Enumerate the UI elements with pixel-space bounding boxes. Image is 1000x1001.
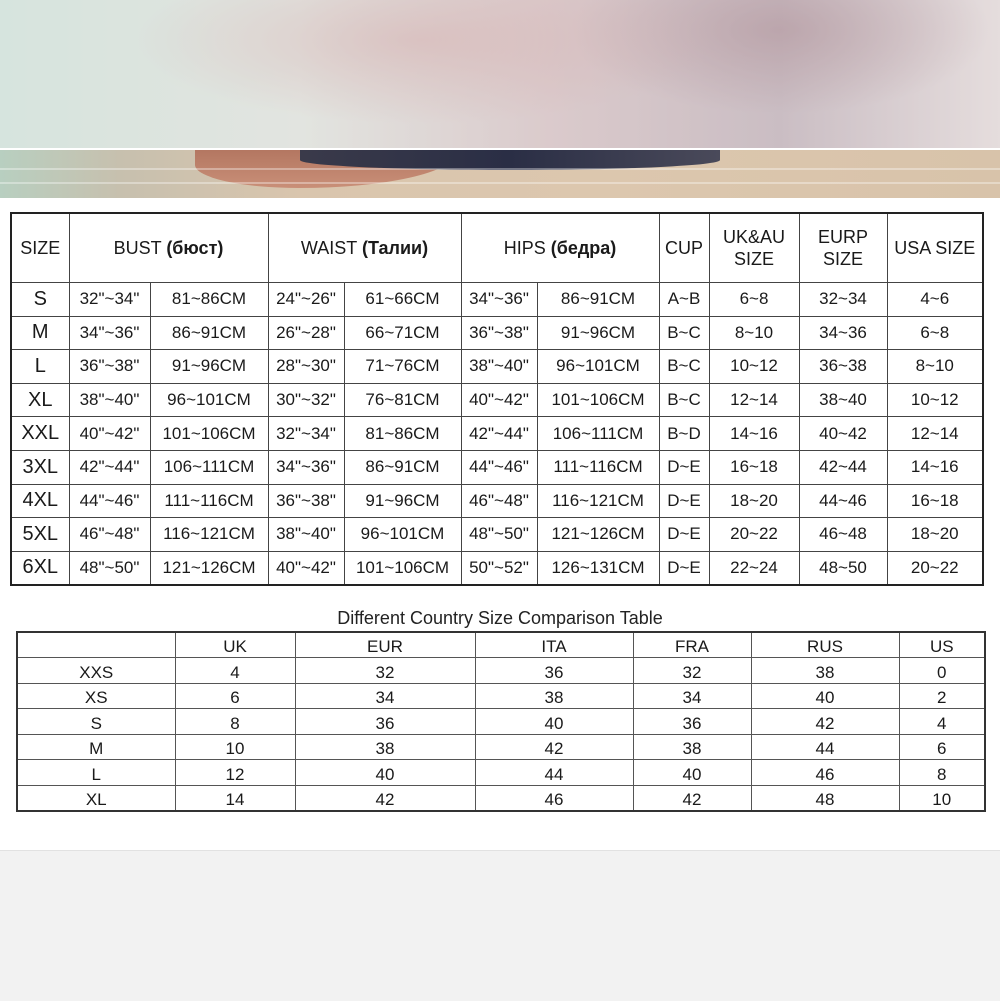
cell-cup: B~C: [659, 316, 709, 350]
cell-waist-in: 36"~38": [268, 484, 344, 518]
comparison-cell: S: [17, 709, 175, 735]
cell-eurp: 38~40: [799, 383, 887, 417]
cell-usa: 10~12: [887, 383, 983, 417]
comparison-cell: 4: [175, 658, 295, 684]
comparison-cell: 32: [633, 658, 751, 684]
cell-hips-cm: 96~101CM: [537, 350, 659, 384]
comparison-cell: 42: [295, 785, 475, 811]
cell-size: L: [11, 350, 69, 384]
comparison-cell: 8: [175, 709, 295, 735]
product-photo-top: [0, 0, 1000, 148]
cell-size: XXL: [11, 417, 69, 451]
cell-waist-cm: 86~91CM: [344, 450, 461, 484]
comparison-cell: 0: [899, 658, 985, 684]
cell-cup: D~E: [659, 551, 709, 585]
cell-ukau: 6~8: [709, 283, 799, 317]
cell-cup: B~C: [659, 350, 709, 384]
cell-bust-cm: 116~121CM: [150, 518, 268, 552]
header-cup: CUP: [659, 213, 709, 283]
cell-bust-cm: 121~126CM: [150, 551, 268, 585]
comparison-cell: 42: [475, 734, 633, 760]
header-size: SIZE: [11, 213, 69, 283]
comparison-cell: 6: [899, 734, 985, 760]
cell-hips-in: 38"~40": [461, 350, 537, 384]
size-row-5xl: [11, 518, 983, 552]
comparison-row-s: [17, 709, 985, 735]
cell-hips-cm: 86~91CM: [537, 283, 659, 317]
cell-bust-in: 32"~34": [69, 283, 150, 317]
cell-bust-cm: 111~116CM: [150, 484, 268, 518]
cell-eurp: 34~36: [799, 316, 887, 350]
cell-bust-in: 40"~42": [69, 417, 150, 451]
comparison-cell: 32: [295, 658, 475, 684]
cell-eurp: 46~48: [799, 518, 887, 552]
cell-size: 6XL: [11, 551, 69, 585]
cell-usa: 6~8: [887, 316, 983, 350]
header-hips: HIPS (бедра): [461, 213, 659, 283]
comparison-cell: 36: [295, 709, 475, 735]
size-row-xl: [11, 383, 983, 417]
comparison-row-xs: [17, 683, 985, 709]
cell-hips-cm: 111~116CM: [537, 450, 659, 484]
cell-bust-cm: 86~91CM: [150, 316, 268, 350]
comparison-row-l: [17, 760, 985, 786]
size-row-4xl: [11, 484, 983, 518]
cell-bust-in: 42"~44": [69, 450, 150, 484]
comparison-cell: 10: [175, 734, 295, 760]
comparison-header-us: US: [899, 632, 985, 658]
cell-bust-in: 36"~38": [69, 350, 150, 384]
cell-hips-in: 34"~36": [461, 283, 537, 317]
cell-ukau: 20~22: [709, 518, 799, 552]
cell-hips-in: 36"~38": [461, 316, 537, 350]
cell-waist-in: 38"~40": [268, 518, 344, 552]
cell-bust-cm: 101~106CM: [150, 417, 268, 451]
cell-hips-in: 48"~50": [461, 518, 537, 552]
cell-cup: B~C: [659, 383, 709, 417]
comparison-cell: 6: [175, 683, 295, 709]
cell-waist-cm: 61~66CM: [344, 283, 461, 317]
cell-ukau: 14~16: [709, 417, 799, 451]
comparison-header-rus: RUS: [751, 632, 899, 658]
cell-waist-in: 40"~42": [268, 551, 344, 585]
cell-hips-cm: 126~131CM: [537, 551, 659, 585]
cell-waist-in: 28"~30": [268, 350, 344, 384]
size-row-s: [11, 283, 983, 317]
cell-hips-in: 50"~52": [461, 551, 537, 585]
header-usa-size: USA SIZE: [887, 213, 983, 283]
comparison-cell: 44: [751, 734, 899, 760]
header-ukau-size: UK&AU SIZE: [709, 213, 799, 283]
comparison-cell: 34: [633, 683, 751, 709]
cell-size: 5XL: [11, 518, 69, 552]
cell-waist-cm: 91~96CM: [344, 484, 461, 518]
comparison-cell: 44: [475, 760, 633, 786]
product-photo-strip: [0, 150, 1000, 198]
comparison-cell: 40: [633, 760, 751, 786]
comparison-cell: XS: [17, 683, 175, 709]
cell-waist-in: 26"~28": [268, 316, 344, 350]
cell-hips-cm: 116~121CM: [537, 484, 659, 518]
cell-size: M: [11, 316, 69, 350]
cell-size: 3XL: [11, 450, 69, 484]
comparison-cell: 38: [751, 658, 899, 684]
cell-waist-cm: 81~86CM: [344, 417, 461, 451]
comparison-header-ita: ITA: [475, 632, 633, 658]
cell-waist-cm: 76~81CM: [344, 383, 461, 417]
cell-size: S: [11, 283, 69, 317]
comparison-header-row: [17, 632, 985, 658]
cell-bust-in: 46"~48": [69, 518, 150, 552]
cell-waist-cm: 101~106CM: [344, 551, 461, 585]
size-row-m: [11, 316, 983, 350]
comparison-row-xl: [17, 785, 985, 811]
cell-hips-in: 42"~44": [461, 417, 537, 451]
cell-waist-cm: 66~71CM: [344, 316, 461, 350]
comparison-title: Different Country Size Comparison Table: [337, 608, 663, 628]
comparison-cell: 38: [633, 734, 751, 760]
comparison-cell: 46: [475, 785, 633, 811]
cell-bust-cm: 81~86CM: [150, 283, 268, 317]
cell-hips-cm: 101~106CM: [537, 383, 659, 417]
size-chart-table: [10, 212, 984, 586]
cell-hips-cm: 121~126CM: [537, 518, 659, 552]
cell-ukau: 22~24: [709, 551, 799, 585]
cell-cup: B~D: [659, 417, 709, 451]
cell-cup: D~E: [659, 518, 709, 552]
cell-usa: 12~14: [887, 417, 983, 451]
cell-usa: 18~20: [887, 518, 983, 552]
cell-waist-in: 32"~34": [268, 417, 344, 451]
cell-bust-cm: 96~101CM: [150, 383, 268, 417]
comparison-row-xxs: [17, 658, 985, 684]
cell-ukau: 12~14: [709, 383, 799, 417]
comparison-header-uk: UK: [175, 632, 295, 658]
cell-eurp: 32~34: [799, 283, 887, 317]
cell-eurp: 42~44: [799, 450, 887, 484]
comparison-cell: M: [17, 734, 175, 760]
comparison-header-fra: FRA: [633, 632, 751, 658]
cell-eurp: 36~38: [799, 350, 887, 384]
cell-ukau: 16~18: [709, 450, 799, 484]
cell-usa: 20~22: [887, 551, 983, 585]
size-chart-header-row: [11, 213, 983, 283]
photo-garment-shape: [300, 150, 720, 170]
cell-cup: D~E: [659, 450, 709, 484]
cell-bust-in: 34"~36": [69, 316, 150, 350]
size-row-xxl: [11, 417, 983, 451]
comparison-cell: 48: [751, 785, 899, 811]
comparison-cell: 36: [633, 709, 751, 735]
comparison-cell: XXS: [17, 658, 175, 684]
cell-waist-cm: 96~101CM: [344, 518, 461, 552]
cell-hips-cm: 106~111CM: [537, 417, 659, 451]
cell-eurp: 48~50: [799, 551, 887, 585]
cell-usa: 4~6: [887, 283, 983, 317]
header-bust: BUST (бюст): [69, 213, 268, 283]
comparison-header-blank: [17, 632, 175, 658]
comparison-cell: 36: [475, 658, 633, 684]
cell-hips-in: 44"~46": [461, 450, 537, 484]
footer-band: [0, 850, 1000, 1001]
cell-hips-in: 40"~42": [461, 383, 537, 417]
comparison-cell: 40: [475, 709, 633, 735]
header-eurp-size: EURP SIZE: [799, 213, 887, 283]
comparison-cell: 34: [295, 683, 475, 709]
size-row-3xl: [11, 450, 983, 484]
comparison-cell: 8: [899, 760, 985, 786]
comparison-cell: 40: [751, 683, 899, 709]
comparison-header-eur: EUR: [295, 632, 475, 658]
cell-size: 4XL: [11, 484, 69, 518]
cell-bust-in: 44"~46": [69, 484, 150, 518]
cell-waist-cm: 71~76CM: [344, 350, 461, 384]
comparison-cell: L: [17, 760, 175, 786]
cell-ukau: 10~12: [709, 350, 799, 384]
comparison-cell: 12: [175, 760, 295, 786]
cell-waist-in: 24"~26": [268, 283, 344, 317]
cell-usa: 16~18: [887, 484, 983, 518]
cell-bust-cm: 106~111CM: [150, 450, 268, 484]
cell-cup: D~E: [659, 484, 709, 518]
cell-bust-in: 48"~50": [69, 551, 150, 585]
cell-ukau: 18~20: [709, 484, 799, 518]
comparison-cell: XL: [17, 785, 175, 811]
comparison-cell: 42: [751, 709, 899, 735]
header-waist: WAIST (Талии): [268, 213, 461, 283]
comparison-cell: 38: [295, 734, 475, 760]
cell-bust-in: 38"~40": [69, 383, 150, 417]
comparison-cell: 40: [295, 760, 475, 786]
comparison-cell: 46: [751, 760, 899, 786]
cell-hips-cm: 91~96CM: [537, 316, 659, 350]
cell-eurp: 44~46: [799, 484, 887, 518]
cell-waist-in: 34"~36": [268, 450, 344, 484]
cell-usa: 14~16: [887, 450, 983, 484]
comparison-cell: 2: [899, 683, 985, 709]
comparison-cell: 42: [633, 785, 751, 811]
cell-size: XL: [11, 383, 69, 417]
cell-bust-cm: 91~96CM: [150, 350, 268, 384]
comparison-cell: 10: [899, 785, 985, 811]
size-row-6xl: [11, 551, 983, 585]
comparison-cell: 4: [899, 709, 985, 735]
comparison-row-m: [17, 734, 985, 760]
cell-cup: A~B: [659, 283, 709, 317]
cell-waist-in: 30"~32": [268, 383, 344, 417]
cell-usa: 8~10: [887, 350, 983, 384]
size-row-l: [11, 350, 983, 384]
comparison-cell: 38: [475, 683, 633, 709]
cell-hips-in: 46"~48": [461, 484, 537, 518]
country-size-comparison-table: [16, 631, 986, 812]
comparison-cell: 14: [175, 785, 295, 811]
cell-eurp: 40~42: [799, 417, 887, 451]
cell-ukau: 8~10: [709, 316, 799, 350]
